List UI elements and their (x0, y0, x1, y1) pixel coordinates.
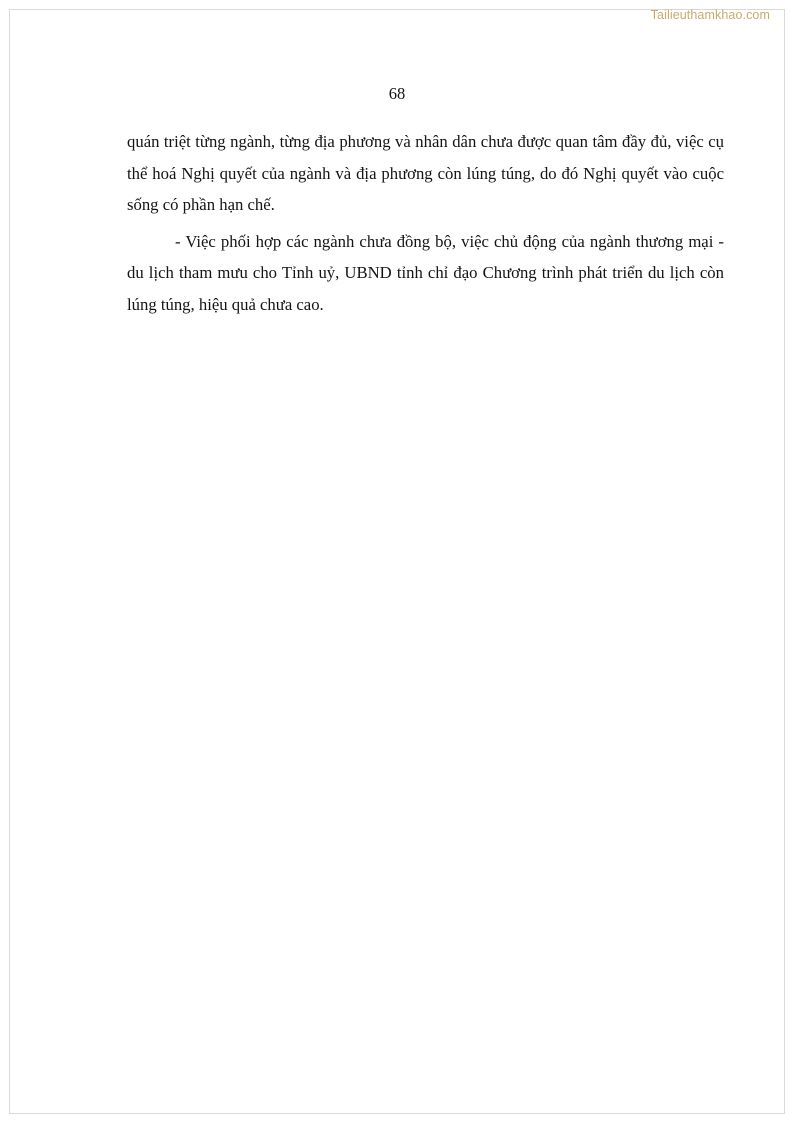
page-number: 68 (388, 84, 406, 103)
paragraph: - Việc phối hợp các ngành chưa đồng bộ, việc chủ động của ngành thương mại - du lịch tham mưu cho Tỉnh uỷ, UBND tỉnh chỉ đạo Chương trình phát triển du lịch còn lúng túng, hiệu quả chưa cao. (127, 231, 724, 314)
watermark-text: Tailieuthamkhao.com (650, 8, 770, 22)
page-body (127, 126, 724, 320)
paragraph: quán triệt từng ngành, từng địa phương và nhân dân chưa được quan tâm đầy đủ, việc cụ thể hoá Nghị quyết của ngành và địa phương còn lúng túng, do đó Nghị quyết vào cuộc sống có phần hạn chế. (127, 132, 724, 214)
